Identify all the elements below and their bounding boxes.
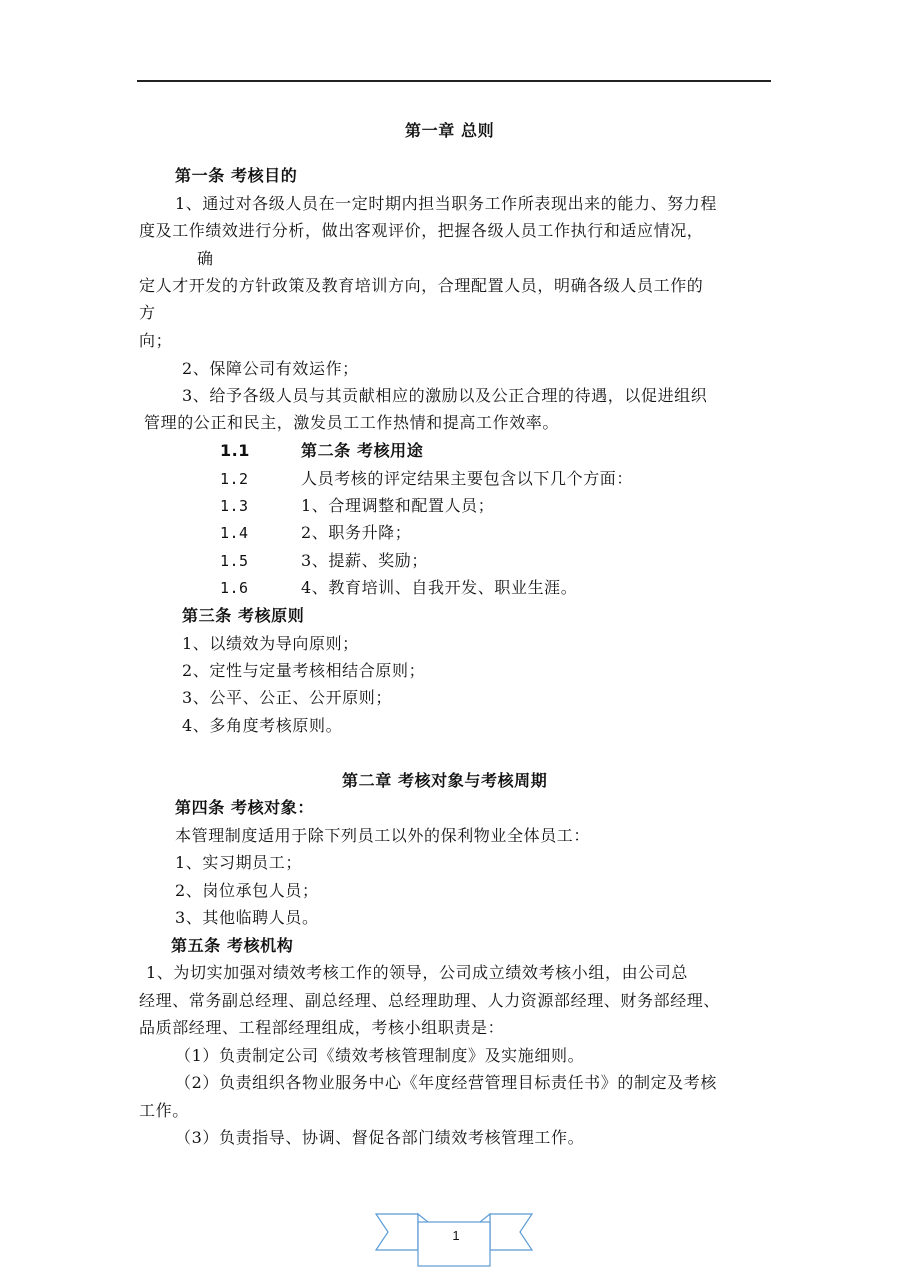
paragraph-line: 工作。 [139, 1101, 189, 1120]
paragraph-line: 向； [139, 331, 173, 350]
list-item: 3、公平、公正、公开原则； [182, 688, 392, 707]
chapter-title: 第一章 总则 [405, 121, 495, 140]
list-item: 2、职务升降； [301, 523, 412, 542]
list-number: 1.1 [220, 441, 250, 460]
paragraph-line: 2、保障公司有效运作； [182, 359, 359, 378]
article-title: 第四条 考核对象： [175, 798, 314, 817]
paragraph-line: （2）负责组织各物业服务中心《年度经营管理目标责任书》的制定及考核 [175, 1073, 717, 1092]
chapter-title: 第二章 考核对象与考核周期 [342, 771, 548, 790]
list-number: 1.3 [220, 497, 249, 515]
paragraph-line: 方 [139, 303, 156, 322]
header-rule [137, 80, 771, 82]
article-title: 第二条 考核用途 [301, 441, 424, 460]
article-title: 第五条 考核机构 [171, 936, 294, 955]
paragraph-line: 3、给予各级人员与其贡献相应的激励以及公正合理的待遇，以促进组织 [182, 386, 708, 405]
list-item: 4、教育培训、自我开发、职业生涯。 [301, 578, 578, 597]
paragraph-line: （3）负责指导、协调、督促各部门绩效考核管理工作。 [175, 1128, 585, 1147]
paragraph-line: 1、通过对各级人员在一定时期内担当职务工作所表现出来的能力、努力程 [175, 194, 717, 213]
list-number: 1.4 [220, 524, 249, 542]
paragraph-line: 品质部经理、工程部经理组成，考核小组职责是： [139, 1018, 505, 1037]
list-item: 1、合理调整和配置人员； [301, 496, 495, 515]
paragraph-line: 确 [197, 249, 214, 268]
list-item: 1、实习期员工； [175, 853, 302, 872]
list-item: 3、其他临聘人员。 [175, 908, 319, 927]
list-item: 2、定性与定量考核相结合原则； [182, 661, 426, 680]
paragraph-line: （1）负责制定公司《绩效考核管理制度》及实施细则。 [175, 1046, 585, 1065]
page-number: 1 [452, 1228, 460, 1243]
list-number: 1.5 [220, 552, 249, 570]
list-number: 1.2 [220, 470, 249, 488]
paragraph-line: 管理的公正和民主，激发员工工作热情和提高工作效率。 [144, 413, 560, 432]
list-number: 1.6 [220, 579, 249, 597]
paragraph-line: 定人才开发的方针政策及教育培训方向，合理配置人员，明确各级人员工作的 [139, 276, 704, 295]
paragraph-line: 1、为切实加强对绩效考核工作的领导，公司成立绩效考核小组，由公司总 [146, 963, 688, 982]
article-title: 第一条 考核目的 [175, 166, 298, 185]
paragraph-line: 度及工作绩效进行分析，做出客观评价，把握各级人员工作执行和适应情况， [139, 221, 704, 240]
list-item: 2、岗位承包人员； [175, 881, 319, 900]
paragraph-line: 经理、常务副总经理、副总经理、总经理助理、人力资源部经理、财务部经理、 [139, 991, 721, 1010]
article-title: 第三条 考核原则 [182, 606, 305, 625]
list-item: 1、以绩效为导向原则； [182, 634, 359, 653]
list-item: 4、多角度考核原则。 [182, 716, 343, 735]
list-item: 3、提薪、奖励； [301, 551, 428, 570]
list-item: 人员考核的评定结果主要包含以下几个方面： [301, 469, 634, 488]
paragraph-line: 本管理制度适用于除下列员工以外的保利物业全体员工： [175, 826, 591, 845]
